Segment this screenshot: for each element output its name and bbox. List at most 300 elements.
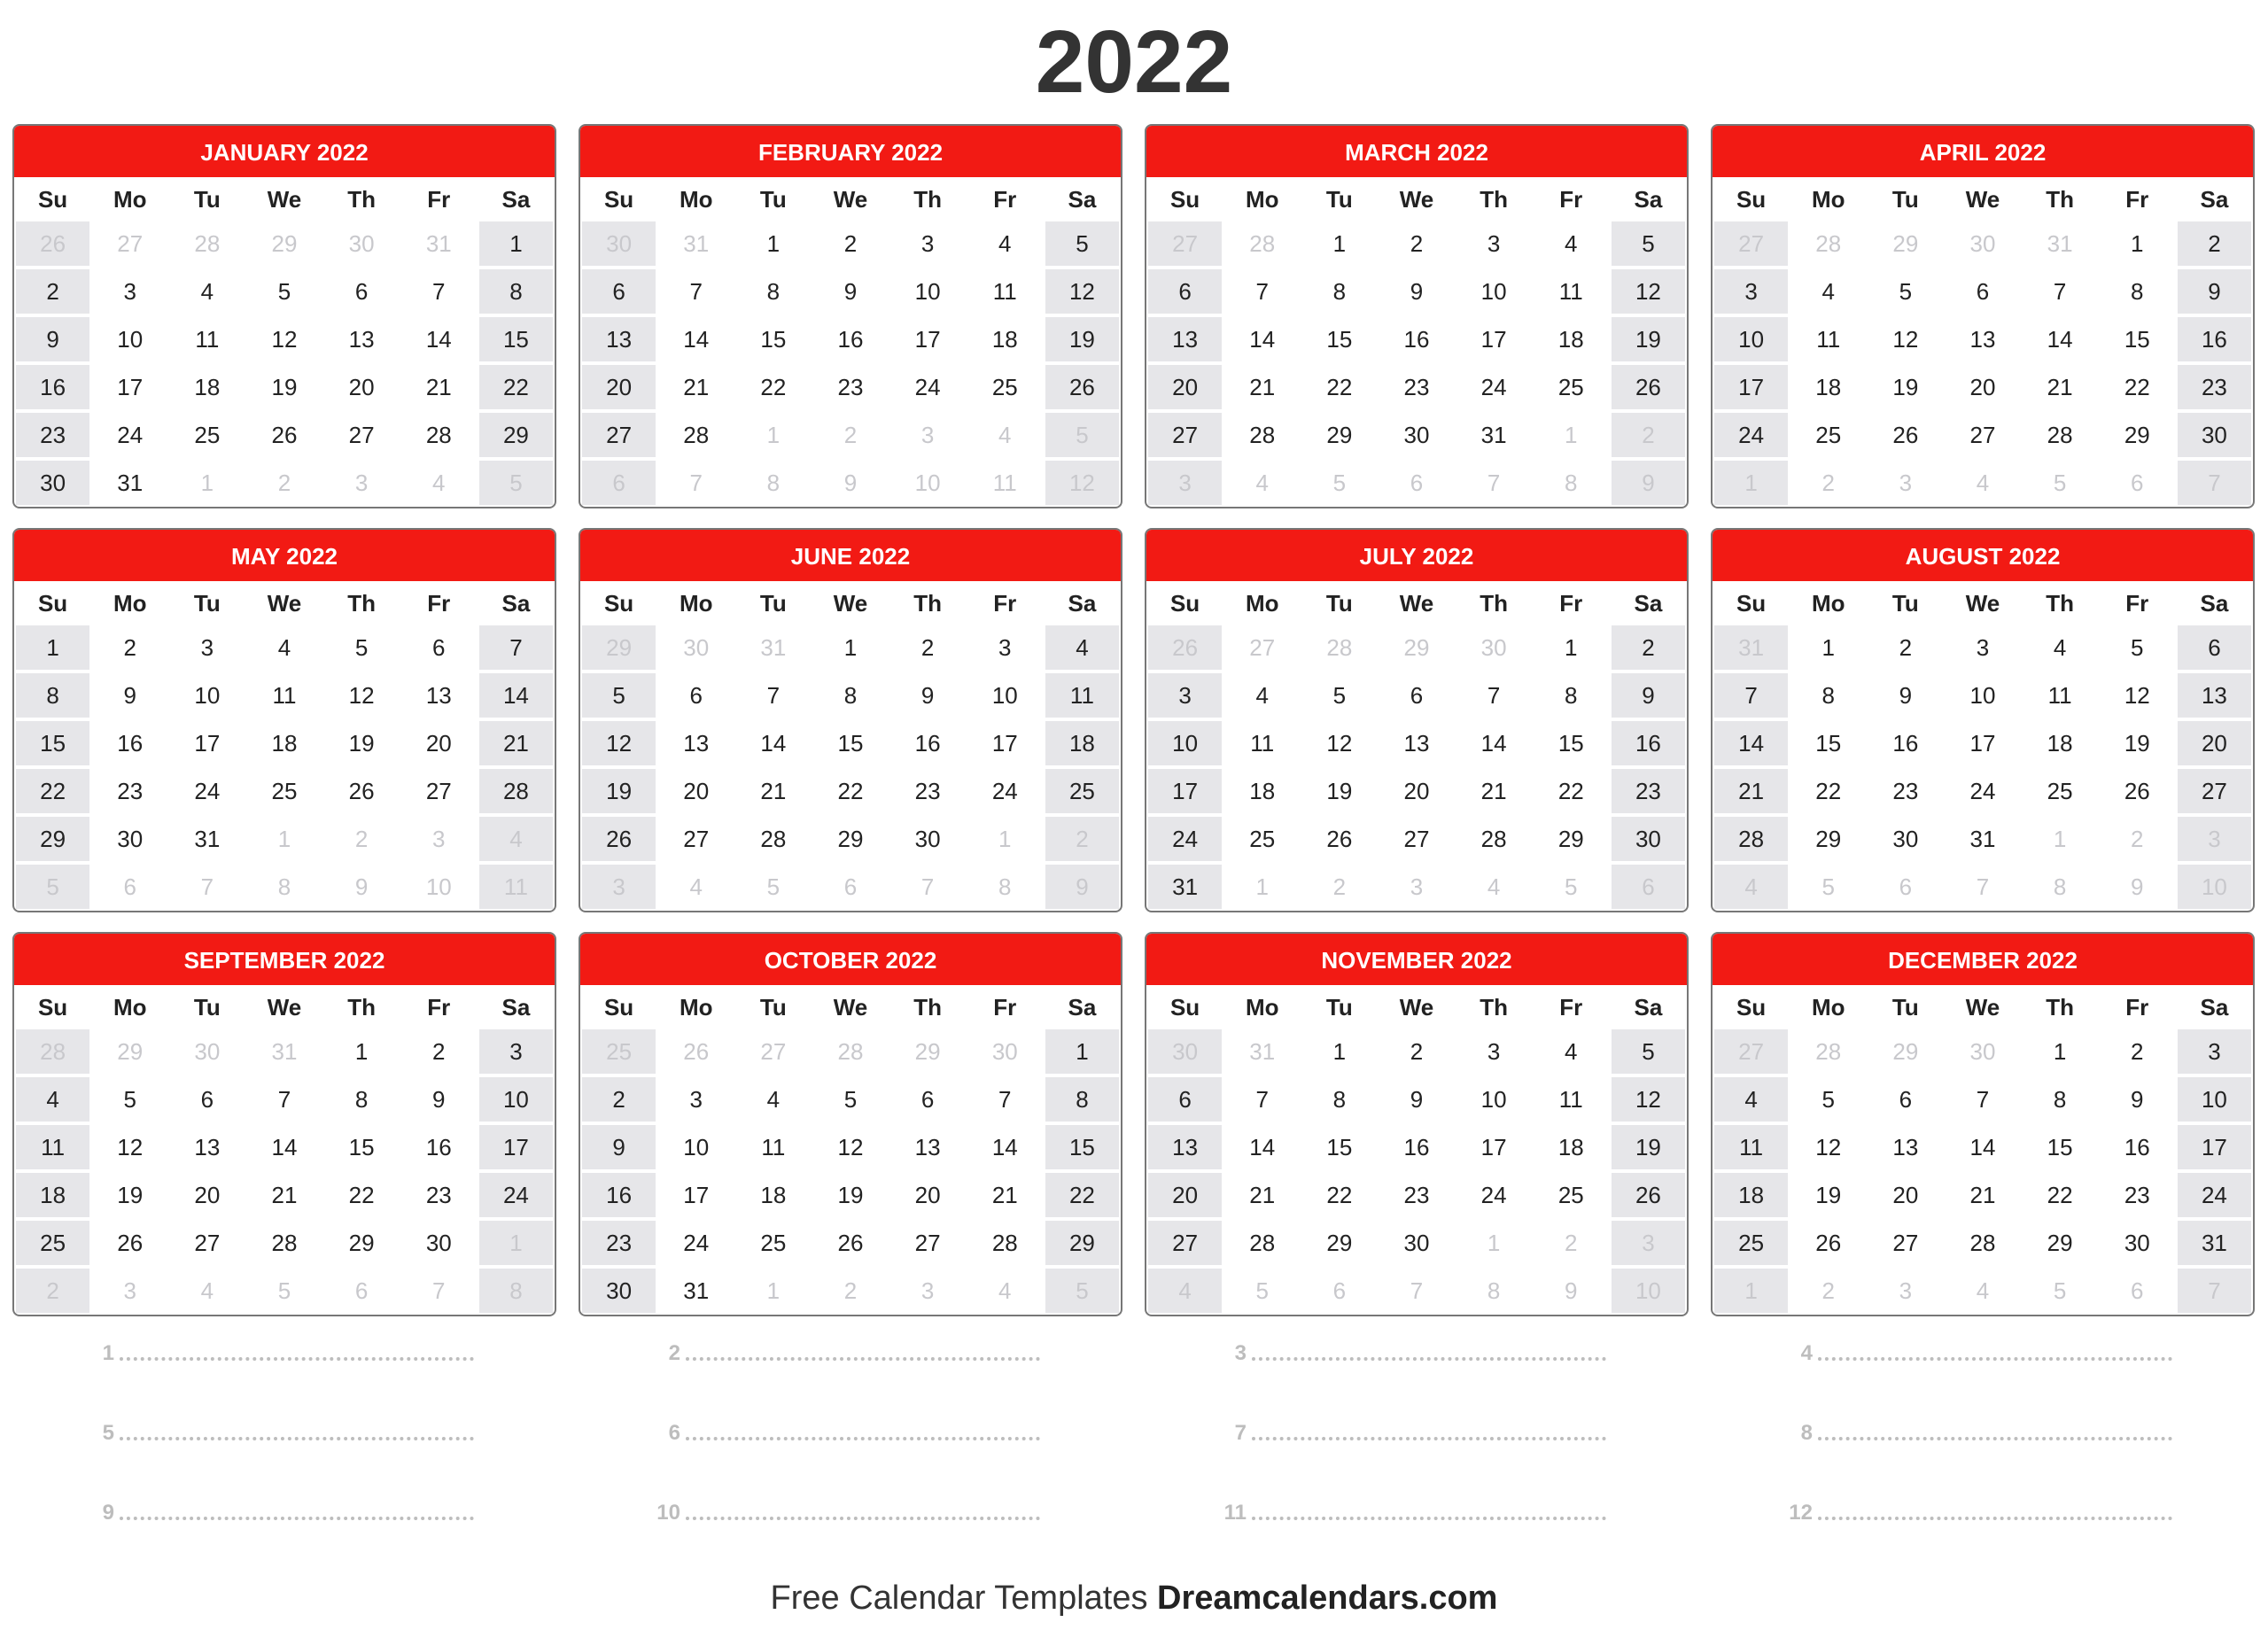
note-number: 8 [1800,1421,1813,1445]
adjacent-month-day-cell: 6 [2101,1269,2174,1313]
weekday-label: We [1399,589,1434,617]
day-cell: 16 [1868,721,1942,765]
day-cell: 16 [2101,1125,2174,1169]
adjacent-month-day-cell: 7 [402,1269,476,1313]
weekday-label: Th [347,589,377,617]
note-line-item[interactable] [1711,1409,2268,1444]
day-grid [14,625,555,911]
day-cell: 30 [582,1269,656,1313]
weekday-label: Tu [759,589,787,617]
adjacent-month-day-cell: 29 [1379,625,1453,670]
day-cell: 9 [1868,673,1942,718]
adjacent-month-day-cell: 5 [1225,1269,1299,1313]
day-cell: 28 [659,413,733,457]
day-cell: 10 [891,269,965,314]
adjacent-month-day-cell: 3 [2178,817,2251,861]
day-cell: 8 [736,269,810,314]
day-cell: 23 [16,413,89,457]
adjacent-month-day-cell: 29 [1868,221,1942,266]
day-cell: 8 [2101,269,2174,314]
day-cell: 3 [1714,269,1788,314]
day-cell: 14 [247,1125,321,1169]
day-cell: 10 [2178,1077,2251,1122]
weekday-label: Mo [113,993,147,1021]
day-cell: 9 [1379,1077,1453,1122]
day-cell: 20 [891,1173,965,1217]
day-cell: 18 [1714,1173,1788,1217]
weekday-label: Sa [2200,993,2229,1021]
day-cell: 28 [479,769,553,813]
day-cell: 12 [1868,317,1942,361]
adjacent-month-day-cell: 4 [1946,1269,2019,1313]
day-cell: 9 [93,673,167,718]
day-cell: 27 [1148,1221,1222,1265]
day-cell: 20 [1148,365,1222,409]
footer-site-name[interactable]: Dreamcalendars.com [1157,1580,1498,1617]
month-header: JANUARY 2022 [14,126,555,177]
adjacent-month-day-cell: 28 [1302,625,1376,670]
adjacent-month-day-cell: 5 [736,865,810,909]
weekday-header-row [580,581,1121,625]
adjacent-month-day-cell: 7 [1379,1269,1453,1313]
day-grid [14,221,555,507]
day-cell: 5 [1868,269,1942,314]
day-cell: 24 [1457,365,1531,409]
day-cell: 1 [1791,625,1865,670]
day-cell: 13 [891,1125,965,1169]
day-cell: 16 [582,1173,656,1217]
day-cell: 17 [1714,365,1788,409]
day-cell: 5 [1302,673,1376,718]
day-cell: 4 [1045,625,1119,670]
adjacent-month-day-cell: 11 [968,461,1042,505]
day-cell: 8 [1302,269,1376,314]
adjacent-month-day-cell: 31 [247,1029,321,1074]
weekday-label: Th [913,993,943,1021]
weekday-label: Fr [1559,589,1583,617]
day-cell: 16 [1379,1125,1453,1169]
day-cell: 25 [1791,413,1865,457]
day-cell: 11 [170,317,244,361]
day-cell: 8 [16,673,89,718]
adjacent-month-day-cell: 31 [2023,221,2097,266]
adjacent-month-day-cell: 2 [813,1269,887,1313]
weekday-label: Fr [993,589,1017,617]
weekday-label: Mo [113,185,147,213]
day-cell: 2 [16,269,89,314]
day-cell: 20 [582,365,656,409]
note-line-item[interactable] [579,1409,1145,1444]
adjacent-month-day-cell: 3 [891,413,965,457]
weekday-label: Fr [427,589,451,617]
note-line-item[interactable] [579,1488,1145,1524]
day-cell: 26 [247,413,321,457]
day-cell: 7 [1714,673,1788,718]
day-cell: 16 [2178,317,2251,361]
note-dotted-line [1818,1517,2172,1520]
day-cell: 23 [1379,1173,1453,1217]
adjacent-month-day-cell: 3 [1868,461,1942,505]
day-cell: 6 [891,1077,965,1122]
day-cell: 13 [1148,1125,1222,1169]
day-cell: 27 [1148,413,1222,457]
weekday-label: Sa [1068,589,1097,617]
adjacent-month-day-cell: 1 [247,817,321,861]
day-cell: 26 [582,817,656,861]
weekday-label: Mo [679,993,713,1021]
weekday-label: Tu [193,589,221,617]
weekday-header-row [580,177,1121,221]
notes-section [12,1329,2268,1568]
weekday-label: Su [37,993,68,1021]
day-cell: 6 [659,673,733,718]
day-cell: 24 [1714,413,1788,457]
adjacent-month-day-cell: 7 [1457,461,1531,505]
day-cell: 19 [1791,1173,1865,1217]
day-cell: 11 [1534,1077,1608,1122]
day-cell: 21 [247,1173,321,1217]
day-cell: 27 [891,1221,965,1265]
note-number: 7 [1234,1421,1247,1445]
weekday-label: We [267,993,302,1021]
adjacent-month-day-cell: 10 [2178,865,2251,909]
day-cell: 18 [170,365,244,409]
day-cell: 15 [736,317,810,361]
day-cell: 13 [582,317,656,361]
day-cell: 5 [813,1077,887,1122]
day-cell: 28 [1946,1221,2019,1265]
day-cell: 11 [968,269,1042,314]
day-cell: 7 [247,1077,321,1122]
weekday-label: Sa [1068,185,1097,213]
note-line-item[interactable] [579,1329,1145,1364]
day-cell: 8 [325,1077,399,1122]
adjacent-month-day-cell: 5 [2023,1269,2097,1313]
day-cell: 29 [1045,1221,1119,1265]
weekday-label: Mo [679,589,713,617]
weekday-label: Fr [993,993,1017,1021]
note-line-item[interactable] [1711,1329,2268,1364]
calendar-year-title: 2022 [1035,12,1233,112]
adjacent-month-day-cell: 4 [1714,865,1788,909]
day-cell: 14 [659,317,733,361]
day-cell: 23 [891,769,965,813]
note-line-item[interactable] [1145,1488,1711,1524]
day-cell: 30 [402,1221,476,1265]
day-cell: 4 [16,1077,89,1122]
day-cell: 18 [2023,721,2097,765]
day-cell: 14 [2023,317,2097,361]
weekday-label: Tu [1325,589,1353,617]
adjacent-month-day-cell: 8 [736,461,810,505]
weekday-header-row [1146,177,1687,221]
adjacent-month-day-cell: 5 [2023,461,2097,505]
weekday-label: Mo [1245,185,1279,213]
day-cell: 31 [170,817,244,861]
day-cell: 21 [1714,769,1788,813]
weekday-label: Mo [1245,993,1279,1021]
weekday-label: Su [1736,185,1767,213]
day-cell: 20 [659,769,733,813]
day-cell: 8 [1045,1077,1119,1122]
day-cell: 14 [1225,1125,1299,1169]
weekday-header-row [14,581,555,625]
day-cell: 25 [968,365,1042,409]
adjacent-month-day-cell: 7 [659,461,733,505]
weekday-label: Fr [1559,993,1583,1021]
day-cell: 20 [1946,365,2019,409]
day-cell: 26 [93,1221,167,1265]
weekday-label: We [1965,993,2000,1021]
month-calendar [12,528,556,912]
day-cell: 21 [1457,769,1531,813]
day-cell: 27 [402,769,476,813]
day-cell: 2 [1379,221,1453,266]
day-cell: 12 [1045,269,1119,314]
day-cell: 24 [1457,1173,1531,1217]
note-line-item[interactable] [12,1409,579,1444]
adjacent-month-day-cell: 6 [1612,865,1685,909]
adjacent-month-day-cell: 1 [736,413,810,457]
day-cell: 15 [1302,317,1376,361]
weekday-label: Sa [501,589,531,617]
day-cell: 5 [1612,1029,1685,1074]
adjacent-month-day-cell: 7 [1946,865,2019,909]
day-cell: 2 [582,1077,656,1122]
adjacent-month-day-cell: 29 [247,221,321,266]
adjacent-month-day-cell: 4 [1457,865,1531,909]
day-cell: 9 [2101,1077,2174,1122]
day-cell: 11 [1225,721,1299,765]
note-number: 3 [1234,1341,1247,1365]
day-cell: 4 [1225,673,1299,718]
day-cell: 27 [2178,769,2251,813]
day-cell: 8 [1791,673,1865,718]
day-cell: 21 [659,365,733,409]
note-line-item[interactable] [1145,1409,1711,1444]
day-cell: 27 [325,413,399,457]
day-cell: 3 [479,1029,553,1074]
weekday-label: Fr [427,185,451,213]
footer-text: Free Calendar Templates [770,1580,1148,1617]
adjacent-month-day-cell: 3 [93,1269,167,1313]
day-cell: 23 [2178,365,2251,409]
day-cell: 19 [1612,317,1685,361]
day-cell: 26 [1045,365,1119,409]
weekday-label: Su [1736,589,1767,617]
day-grid [14,1029,555,1315]
day-cell: 7 [1225,269,1299,314]
day-cell: 16 [93,721,167,765]
day-cell: 21 [968,1173,1042,1217]
day-cell: 3 [2178,1029,2251,1074]
month-calendar [579,932,1122,1316]
adjacent-month-day-cell: 27 [736,1029,810,1074]
day-cell: 17 [1457,317,1531,361]
day-cell: 1 [813,625,887,670]
adjacent-month-day-cell: 30 [1946,1029,2019,1074]
day-cell: 4 [736,1077,810,1122]
note-dotted-line [686,1357,1040,1361]
adjacent-month-day-cell: 2 [1612,413,1685,457]
day-cell: 6 [1379,673,1453,718]
adjacent-month-day-cell: 1 [1714,1269,1788,1313]
adjacent-month-day-cell: 1 [1457,1221,1531,1265]
day-cell: 5 [1612,221,1685,266]
day-cell: 8 [2023,1077,2097,1122]
adjacent-month-day-cell: 26 [16,221,89,266]
day-cell: 11 [247,673,321,718]
adjacent-month-day-cell: 1 [479,1221,553,1265]
day-cell: 25 [736,1221,810,1265]
day-cell: 12 [582,721,656,765]
day-cell: 21 [1225,365,1299,409]
note-dotted-line [1252,1437,1606,1440]
note-line-item[interactable] [12,1329,579,1364]
day-cell: 17 [93,365,167,409]
month-header: MAY 2022 [14,530,555,581]
day-grid [1146,1029,1687,1315]
day-cell: 29 [1791,817,1865,861]
day-cell: 10 [479,1077,553,1122]
day-cell: 22 [2023,1173,2097,1217]
note-line-item[interactable] [12,1488,579,1524]
weekday-label: Th [347,185,377,213]
day-cell: 5 [325,625,399,670]
day-cell: 10 [93,317,167,361]
day-cell: 30 [1612,817,1685,861]
adjacent-month-day-cell: 7 [2178,461,2251,505]
weekday-header-row [580,985,1121,1029]
adjacent-month-day-cell: 27 [1148,221,1222,266]
adjacent-month-day-cell: 9 [1045,865,1119,909]
adjacent-month-day-cell: 28 [170,221,244,266]
adjacent-month-day-cell: 9 [2101,865,2174,909]
adjacent-month-day-cell: 6 [1868,865,1942,909]
day-cell: 26 [1868,413,1942,457]
weekday-label: We [267,589,302,617]
note-number: 11 [1223,1501,1247,1525]
adjacent-month-day-cell: 3 [891,1269,965,1313]
weekday-label: Th [2046,185,2075,213]
month-calendar [1711,528,2255,912]
adjacent-month-day-cell: 10 [402,865,476,909]
day-cell: 1 [1045,1029,1119,1074]
weekday-header-row [14,177,555,221]
adjacent-month-day-cell: 2 [247,461,321,505]
day-cell: 5 [2101,625,2174,670]
adjacent-month-day-cell: 3 [582,865,656,909]
month-header: FEBRUARY 2022 [580,126,1121,177]
month-calendar [1145,528,1689,912]
weekday-label: Tu [193,993,221,1021]
note-dotted-line [686,1517,1040,1520]
note-line-item[interactable] [1711,1488,2268,1524]
adjacent-month-day-cell: 30 [582,221,656,266]
weekday-label: Su [37,185,68,213]
note-number: 4 [1800,1341,1813,1365]
day-cell: 23 [813,365,887,409]
day-cell: 26 [1791,1221,1865,1265]
day-cell: 11 [16,1125,89,1169]
day-cell: 19 [813,1173,887,1217]
day-cell: 19 [1302,769,1376,813]
day-cell: 17 [968,721,1042,765]
day-cell: 22 [1791,769,1865,813]
day-grid [1713,625,2253,911]
adjacent-month-day-cell: 30 [968,1029,1042,1074]
day-cell: 3 [93,269,167,314]
day-cell: 7 [736,673,810,718]
adjacent-month-day-cell: 30 [1148,1029,1222,1074]
day-cell: 30 [16,461,89,505]
weekday-label: Su [1736,993,1767,1021]
day-cell: 14 [402,317,476,361]
weekday-label: We [1965,185,2000,213]
day-cell: 31 [1148,865,1222,909]
day-cell: 5 [93,1077,167,1122]
day-cell: 24 [1148,817,1222,861]
day-cell: 7 [1225,1077,1299,1122]
day-cell: 24 [170,769,244,813]
day-cell: 6 [1148,269,1222,314]
adjacent-month-day-cell: 29 [93,1029,167,1074]
adjacent-month-day-cell: 5 [1302,461,1376,505]
weekday-label: Tu [1891,993,1919,1021]
adjacent-month-day-cell: 4 [1946,461,2019,505]
day-cell: 16 [891,721,965,765]
day-cell: 22 [1302,365,1376,409]
day-cell: 9 [582,1125,656,1169]
day-cell: 30 [1379,413,1453,457]
day-cell: 26 [1302,817,1376,861]
note-line-item[interactable] [1145,1329,1711,1364]
day-cell: 21 [402,365,476,409]
adjacent-month-day-cell: 9 [1612,461,1685,505]
adjacent-month-day-cell: 4 [1225,461,1299,505]
day-cell: 28 [1457,817,1531,861]
day-cell: 5 [1791,1077,1865,1122]
day-cell: 7 [2023,269,2097,314]
day-cell: 10 [1457,1077,1531,1122]
weekday-label: Tu [1325,993,1353,1021]
adjacent-month-day-cell: 8 [247,865,321,909]
day-cell: 10 [968,673,1042,718]
adjacent-month-day-cell: 5 [1534,865,1608,909]
day-cell: 7 [402,269,476,314]
day-cell: 12 [1612,1077,1685,1122]
adjacent-month-day-cell: 4 [402,461,476,505]
note-dotted-line [120,1517,474,1520]
day-cell: 29 [1302,413,1376,457]
adjacent-month-day-cell: 26 [659,1029,733,1074]
day-cell: 30 [2101,1221,2174,1265]
day-cell: 17 [891,317,965,361]
day-cell: 10 [1946,673,2019,718]
day-cell: 18 [247,721,321,765]
day-cell: 26 [2101,769,2174,813]
day-cell: 18 [1534,1125,1608,1169]
day-cell: 3 [1457,1029,1531,1074]
day-cell: 20 [1379,769,1453,813]
day-cell: 12 [1612,269,1685,314]
weekday-header-row [14,985,555,1029]
day-cell: 11 [1714,1125,1788,1169]
day-grid [580,625,1121,911]
day-cell: 2 [1868,625,1942,670]
adjacent-month-day-cell: 7 [891,865,965,909]
adjacent-month-day-cell: 31 [1225,1029,1299,1074]
